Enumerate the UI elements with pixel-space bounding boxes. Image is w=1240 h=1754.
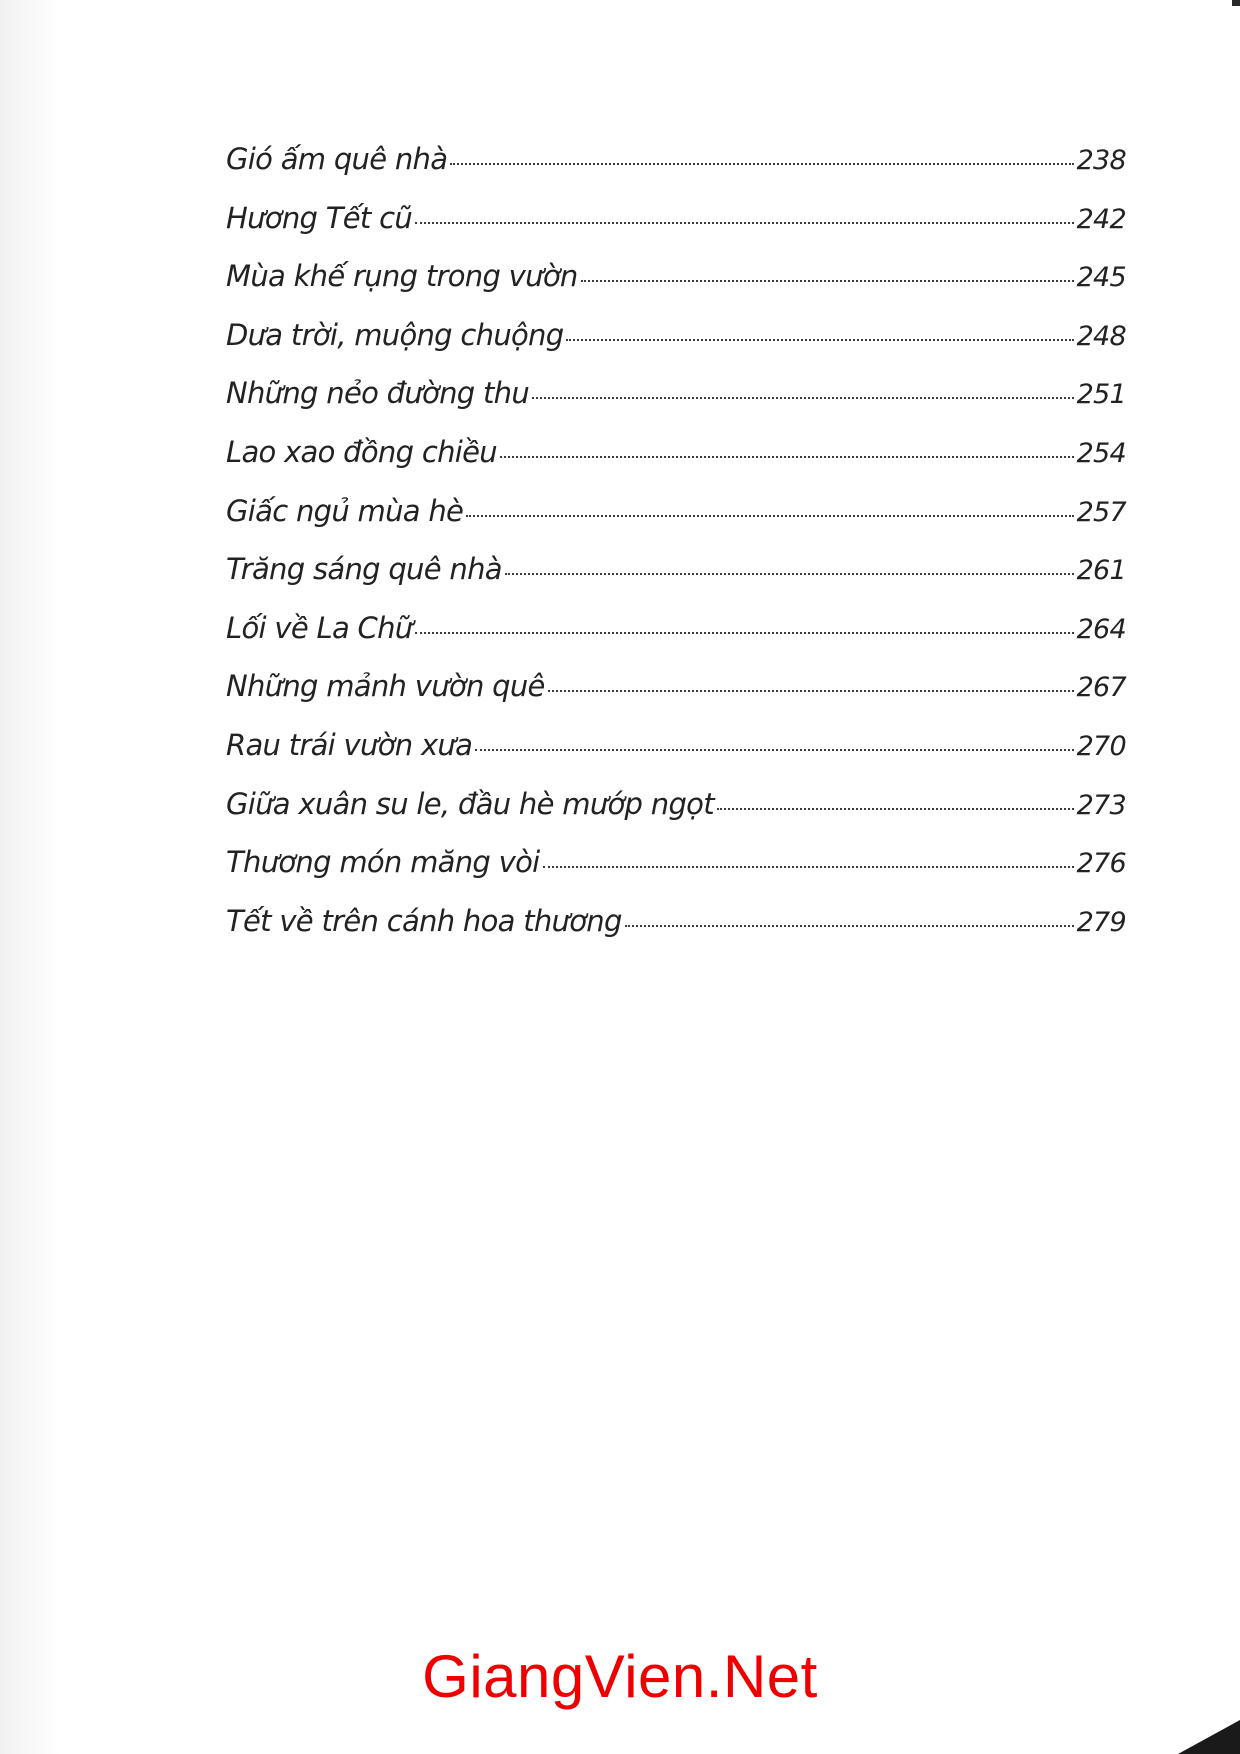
toc-entry-page: 267 — [1076, 672, 1126, 704]
toc-entry-page: 261 — [1076, 555, 1126, 587]
toc-entry-page: 251 — [1076, 379, 1126, 411]
toc-entry-title: Hương Tết cũ — [226, 200, 413, 235]
dot-leader — [625, 925, 1074, 927]
toc-entry-title: Lao xao đồng chiều — [226, 434, 497, 469]
toc-entry-page: 257 — [1076, 496, 1126, 528]
toc-entry — [226, 376, 1126, 435]
scan-edge-shading — [0, 0, 60, 1754]
toc-entry-page: 279 — [1076, 906, 1126, 938]
toc-entry — [226, 845, 1126, 904]
toc-entry-title: Tết về trên cánh hoa thương — [226, 903, 622, 938]
toc-entry — [226, 728, 1126, 787]
toc-entry-title: Mùa khế rụng trong vườn — [226, 259, 578, 294]
toc-entry-title: Những nẻo đường thu — [226, 376, 530, 411]
dot-leader — [505, 573, 1074, 575]
dot-leader — [543, 866, 1074, 868]
toc-entry — [226, 318, 1126, 377]
dot-leader — [581, 280, 1074, 282]
watermark-text: GiangVien.Net — [422, 1643, 818, 1710]
dot-leader — [475, 749, 1073, 751]
toc-entry — [226, 669, 1126, 728]
toc-entry-title: Gió ấm quê nhà — [226, 142, 448, 176]
toc-entry-page: 254 — [1076, 437, 1126, 469]
toc-entry-page: 276 — [1076, 848, 1126, 880]
toc-entry-title: Dưa trời, muộng chuộng — [226, 317, 564, 352]
toc-entry-title: Trăng sáng quê nhà — [226, 552, 502, 587]
dot-leader — [415, 222, 1074, 224]
toc-entry-title: Giấc ngủ mùa hè — [226, 493, 464, 528]
dot-leader — [566, 339, 1073, 341]
scan-corner-mark — [1232, 0, 1240, 6]
toc-entry — [226, 494, 1126, 553]
toc-entry — [226, 904, 1126, 963]
toc-entry-page: 238 — [1076, 145, 1126, 176]
toc-entry-page: 245 — [1076, 262, 1126, 294]
toc-entry — [226, 611, 1126, 670]
dot-leader — [532, 397, 1074, 399]
toc-entry-title: Rau trái vườn xưa — [226, 727, 473, 762]
toc-entry-title: Giữa xuân su le, đầu hè mướp ngọt — [226, 786, 714, 821]
toc-entry-page: 248 — [1076, 320, 1126, 352]
toc-entry-title: Thương món măng vòi — [226, 845, 540, 880]
dot-leader — [548, 690, 1074, 692]
toc-entry-page: 242 — [1076, 203, 1126, 235]
toc-entry-page: 273 — [1076, 789, 1126, 821]
toc-entry — [226, 142, 1126, 201]
toc-entry — [226, 259, 1126, 318]
toc-entry — [226, 201, 1126, 260]
dot-leader — [450, 163, 1073, 165]
toc-entry — [226, 435, 1126, 494]
dot-leader — [415, 632, 1073, 634]
toc-entry-title: Những mảnh vườn quê — [226, 669, 545, 704]
toc-entry — [226, 787, 1126, 846]
table-of-contents — [226, 142, 1126, 962]
toc-entry-title: Lối về La Chữ — [226, 610, 413, 645]
dot-leader — [466, 515, 1073, 517]
toc-entry — [226, 552, 1126, 611]
toc-entry-page: 264 — [1076, 613, 1126, 645]
dot-leader — [500, 456, 1074, 458]
dot-leader — [717, 808, 1074, 810]
toc-entry-page: 270 — [1076, 730, 1126, 762]
scan-corner-shadow — [1178, 1720, 1240, 1754]
